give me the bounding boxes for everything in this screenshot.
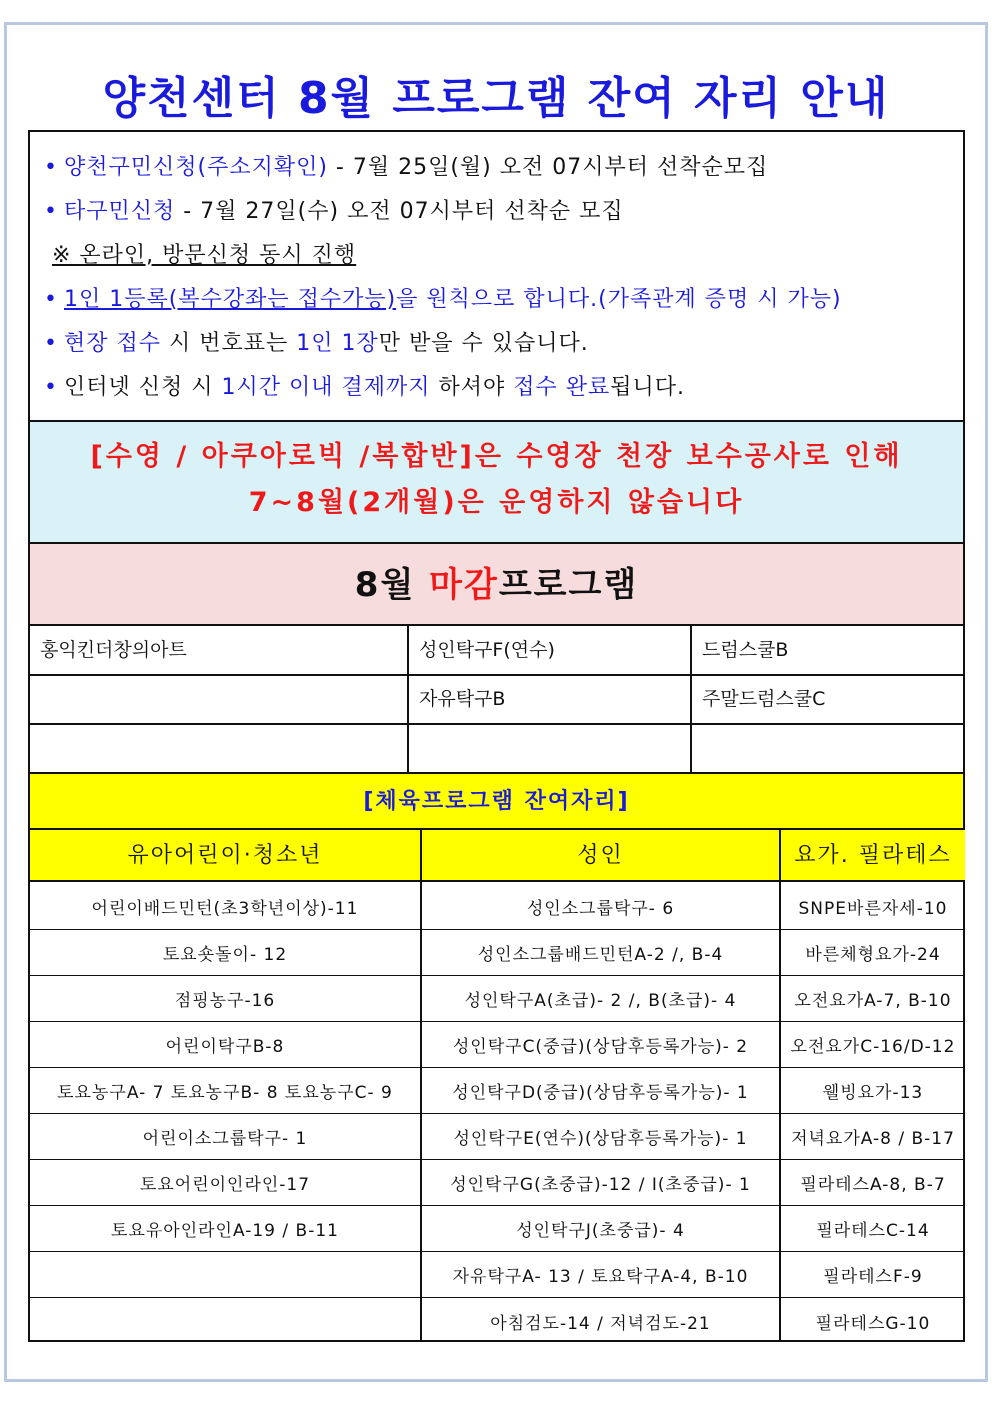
youth-program-cell: 토요숏돌이- 12	[162, 945, 288, 965]
pool-closure-notice	[30, 422, 963, 544]
closed-program-cell: 드럼스쿨B	[702, 639, 789, 661]
adult-program-cell: 자유탁구A- 13 / 토요탁구A-4, B-10	[452, 1267, 749, 1287]
sports-section-title: [체육프로그램 잔여자리]	[30, 774, 963, 830]
youth-program-cell: 토요어린이인라인-17	[139, 1175, 311, 1195]
youth-program-cell: 점핑농구-16	[174, 991, 276, 1011]
closed-title-text: 프로그램	[498, 565, 639, 605]
yoga-program-cell: 필라테스G-10	[815, 1313, 931, 1334]
notice-highlight: 1시간 이내 결제까지	[221, 375, 431, 400]
yoga-program-cell: SNPE바른자세-10	[798, 899, 948, 919]
table-row	[30, 1114, 963, 1160]
adult-program-cell: 아침검도-14 / 저녁검도-21	[490, 1313, 711, 1334]
table-row	[30, 884, 963, 930]
closed-program-cell	[692, 724, 965, 773]
yoga-program-cell: 필라테스C-14	[816, 1221, 930, 1241]
adult-program-cell: 성인탁구C(중급)(상담후등록가능)- 2	[452, 1037, 749, 1057]
table-row	[30, 1022, 963, 1068]
notice-highlight: 양천구민신청(주소지확인)	[63, 155, 328, 180]
youth-program-cell: 어린이배드민턴(초3학년이상)-11	[91, 899, 359, 919]
bullet-icon: •	[44, 331, 58, 356]
bullet-icon: •	[44, 375, 58, 400]
notice-text: ※ 온라인, 방문신청 동시 진행	[52, 243, 357, 268]
closed-programs-grid	[30, 626, 963, 774]
yoga-program-cell: 저녁요가A-8 / B-17	[791, 1129, 955, 1149]
notice-line-onsite	[44, 326, 963, 370]
notice-line-online	[44, 238, 963, 282]
yoga-program-cell: 웰빙요가-13	[822, 1083, 924, 1103]
closed-program-cell	[30, 724, 407, 773]
adult-program-cell: 성인탁구A(초급)- 2 /, B(초급)- 4	[464, 991, 737, 1011]
notice-line-internet	[44, 370, 963, 414]
column-header-adult: 성인	[422, 830, 779, 882]
bullet-icon: •	[44, 155, 58, 180]
notice-line-resident	[44, 150, 963, 194]
notice-highlight: 1인 1장	[296, 331, 379, 356]
notice-highlight: 1인 1등록(복수강좌는 접수가능)	[63, 287, 397, 312]
table-row	[30, 1068, 963, 1114]
youth-program-cell: 어린이탁구B-8	[165, 1037, 285, 1057]
yoga-program-cell: 바른체형요가-24	[805, 945, 941, 965]
closed-program-cell: 성인탁구F(연수)	[419, 639, 555, 661]
notice-text: 인터넷 신청 시	[63, 375, 222, 400]
notice-text: - 7월 25일(월) 오전 07시부터 선착순모집	[327, 155, 769, 180]
closed-program-cell: 홍익킨더창의아트	[40, 639, 187, 661]
notice-line-nonresident	[44, 194, 963, 238]
yoga-program-cell: 오전요가C-16/D-12	[790, 1037, 956, 1057]
closed-title-highlight: 마감	[429, 565, 499, 605]
closed-program-cell: 주말드럼스쿨C	[702, 688, 826, 710]
adult-program-cell: 성인소그룹배드민턴A-2 /, B-4	[477, 945, 724, 965]
table-row	[30, 1206, 963, 1252]
table-row	[30, 930, 963, 976]
youth-program-cell: 토요유아인라인A-19 / B-11	[111, 1221, 339, 1241]
column-header-youth: 유아어린이·청소년	[30, 830, 420, 882]
closed-title-text: 8월	[354, 565, 430, 605]
yoga-program-cell: 필라테스A-8, B-7	[800, 1175, 946, 1195]
pool-notice-line: 7~8월(2개월)은 운영하지 않습니다	[248, 487, 745, 518]
notice-text: 하셔야	[430, 375, 514, 400]
notice-text: 을 원칙으로 합니다.(가족관계 증명 시 가능)	[396, 287, 842, 312]
bullet-icon: •	[44, 287, 58, 312]
closed-program-cell	[409, 724, 690, 773]
table-row	[30, 1298, 963, 1344]
yoga-program-cell: 필라테스F-9	[823, 1267, 923, 1287]
adult-program-cell: 성인탁구D(중급)(상담후등록가능)- 1	[452, 1083, 749, 1103]
closed-programs-title	[30, 544, 963, 626]
notice-text: 시 번호표는	[161, 331, 297, 356]
adult-program-cell: 성인탁구E(연수)(상담후등록가능)- 1	[453, 1129, 748, 1149]
yoga-program-cell: 오전요가A-7, B-10	[794, 991, 952, 1011]
closed-program-cell	[30, 675, 407, 724]
main-board	[28, 130, 965, 1342]
youth-program-cell	[30, 1298, 420, 1344]
youth-program-cell: 토요농구A- 7 토요농구B- 8 토요농구C- 9	[57, 1083, 393, 1103]
table-row	[30, 976, 963, 1022]
notice-line-one-registration	[44, 282, 963, 326]
bullet-icon: •	[44, 199, 58, 224]
notice-highlight: 타구민신청	[63, 199, 176, 224]
notice-text: 됩니다.	[610, 375, 685, 400]
page-title: 양천센터 8월 프로그램 잔여 자리 안내	[102, 73, 890, 124]
adult-program-cell: 성인소그룹탁구- 6	[526, 899, 675, 919]
adult-program-cell: 성인탁구G(초중급)-12 / I(초중급)- 1	[450, 1175, 751, 1195]
notice-highlight: 접수 완료	[513, 375, 611, 400]
table-row	[30, 1252, 963, 1298]
closed-program-cell: 자유탁구B	[419, 688, 506, 710]
table-row	[30, 1160, 963, 1206]
notice-section	[30, 132, 963, 422]
adult-program-cell: 성인탁구J(초중급)- 4	[516, 1221, 685, 1241]
notice-text: - 7월 27일(수) 오전 07시부터 선착순 모집	[175, 199, 624, 224]
youth-program-cell	[30, 1252, 420, 1297]
pool-notice-line: [수영 / 아쿠아로빅 /복합반]은 수영장 천장 보수공사로 인해	[90, 441, 903, 472]
column-header-yoga: 요가. 필라테스	[781, 830, 965, 882]
youth-program-cell: 어린이소그룹탁구- 1	[142, 1129, 308, 1149]
notice-highlight: 현장 접수	[63, 331, 161, 356]
notice-text: 만 받을 수 있습니다.	[378, 331, 589, 356]
